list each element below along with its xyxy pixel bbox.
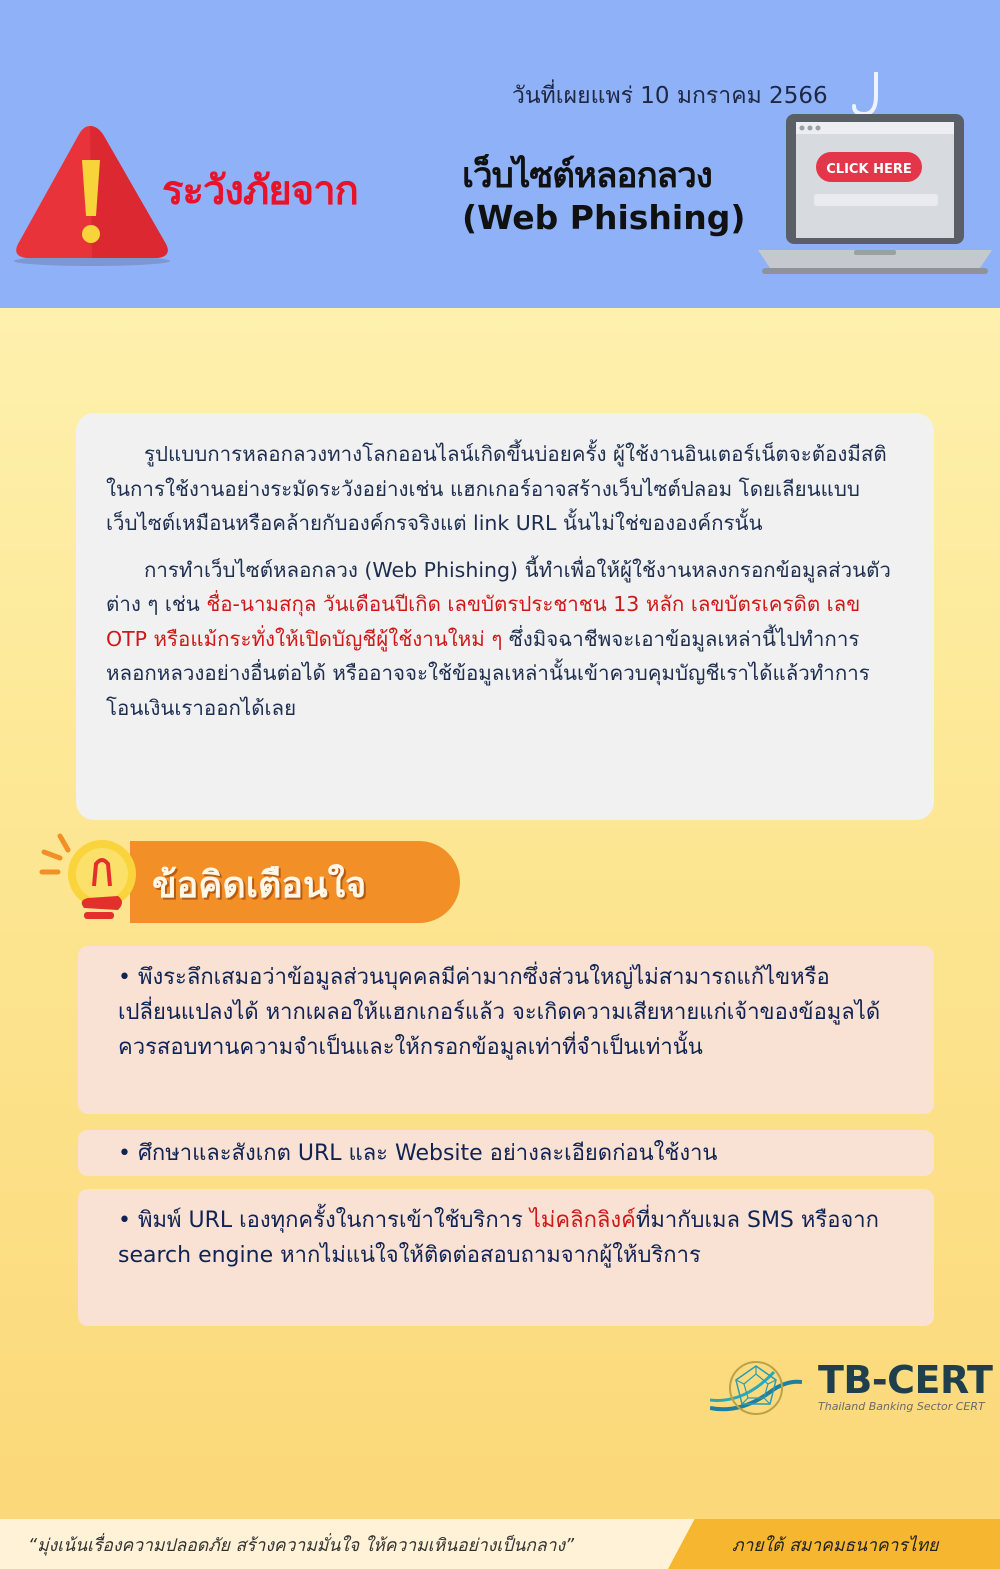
tb-cert-logo-icon: [710, 1352, 802, 1424]
beware-label: ระวังภัยจาก: [162, 168, 358, 214]
laptop-icon: [758, 72, 992, 278]
page-title-thai: เว็บไซต์หลอกลวง: [462, 156, 712, 196]
no-click-link-highlight: ไม่คลิกลิงค์: [529, 1208, 636, 1233]
page-title-english: (Web Phishing): [462, 198, 746, 237]
tip-text-3-rest: ที่มากับเมล SMS หรือจาก search engine หากไม่แน่ใจให้ติดต่อสอบถามจากผู้ให้บริการ: [118, 1208, 879, 1268]
tip-card-2: [78, 1130, 934, 1176]
lightbulb-icon: [38, 830, 146, 930]
tip-card-1: [78, 946, 934, 1114]
logo-name: TB-CERT: [818, 1358, 993, 1402]
tip-text-1: • พึงระลึกเสมอว่าข้อมูลส่วนบุคคลมีค่ามากซึ่งส่วนใหญ่ไม่สามารถแก้ไขหรือเปลี่ยนแปลงได้ หากเผลอให้แฮกเกอร์แล้ว จะเกิดความเสียหายแก่เจ้าของข้อมูลได้ควรสอบทานความจำเป็นและให้กรอกข้อมูลเท่าที่จำเป็นเท่านั้น: [118, 965, 881, 1060]
tip-card-3: [78, 1189, 934, 1326]
tip-text-3: • พิมพ์ URL เองทุกครั้งในการเข้าใช้บริการ: [118, 1208, 530, 1233]
footer-organization: ภายใต้ สมาคมธนาคารไทย: [732, 1536, 939, 1556]
reminder-heading: ข้อคิดเตือนใจ: [152, 865, 367, 906]
fish-hook-icon: [854, 72, 876, 114]
click-here-label: CLICK HERE: [826, 162, 912, 177]
warning-triangle-icon: [8, 118, 173, 270]
intro-card: [76, 413, 934, 820]
logo-subtitle: Thailand Banking Sector CERT: [818, 1400, 985, 1413]
personal-data-highlight: ชื่อ-นามสกุล วันเดือนปีเกิด เลขบัตรประชาชน 13 หลัก เลขบัตรเครดิต เลข OTP หรือแม้กระทั่งให้เปิดบัญชีผู้ใช้งานใหม่ ๆ: [106, 592, 861, 651]
publish-date: วันที่เผยแพร่ 10 มกราคม 2566: [512, 83, 828, 109]
intro-paragraph-2-rest: ซึ่งมิจฉาชีพจะเอาข้อมูลเหล่านี้ไปทำการหลอกหลวงอย่างอื่นต่อได้ หรืออาจจะใช้ข้อมูลเหล่านั้นเข้าควบคุมบัญชีเราได้แล้วทำการโอนเงินเราออกได้เลย: [106, 626, 870, 720]
intro-paragraph-1: รูปแบบการหลอกลวงทางโลกออนไลน์เกิดขึ้นบ่อยครั้ง ผู้ใช้งานอินเตอร์เน็ตจะต้องมีสติในการใช้งานอย่างระมัดระวังอย่างเช่น แฮกเกอร์อาจสร้างเว็บไซต์ปลอม โดยเลียนแบบ เว็บไซต์เหมือนหรือคล้ายกับองค์กรจริงแต่ link URL นั้นไม่ใช่ขององค์กรนั้น: [106, 442, 887, 535]
footer-slogan: “มุ่งเน้นเรื่องความปลอดภัย สร้างความมั่นใจ ให้ความเหินอย่างเป็นกลาง”: [28, 1536, 575, 1556]
tip-text-2: • ศึกษาและสังเกต URL และ Website อย่างละเอียดก่อนใช้งาน: [118, 1141, 718, 1166]
intro-paragraph-2-text: การทำเว็บไซต์หลอกลวง (Web Phishing) นี้ทำเพื่อให้ผู้ใช้งานหลงกรอกข้อมูลส่วนตัวต่าง ๆ เช่น: [106, 557, 891, 616]
intro-paragraph-2: [106, 553, 904, 726]
